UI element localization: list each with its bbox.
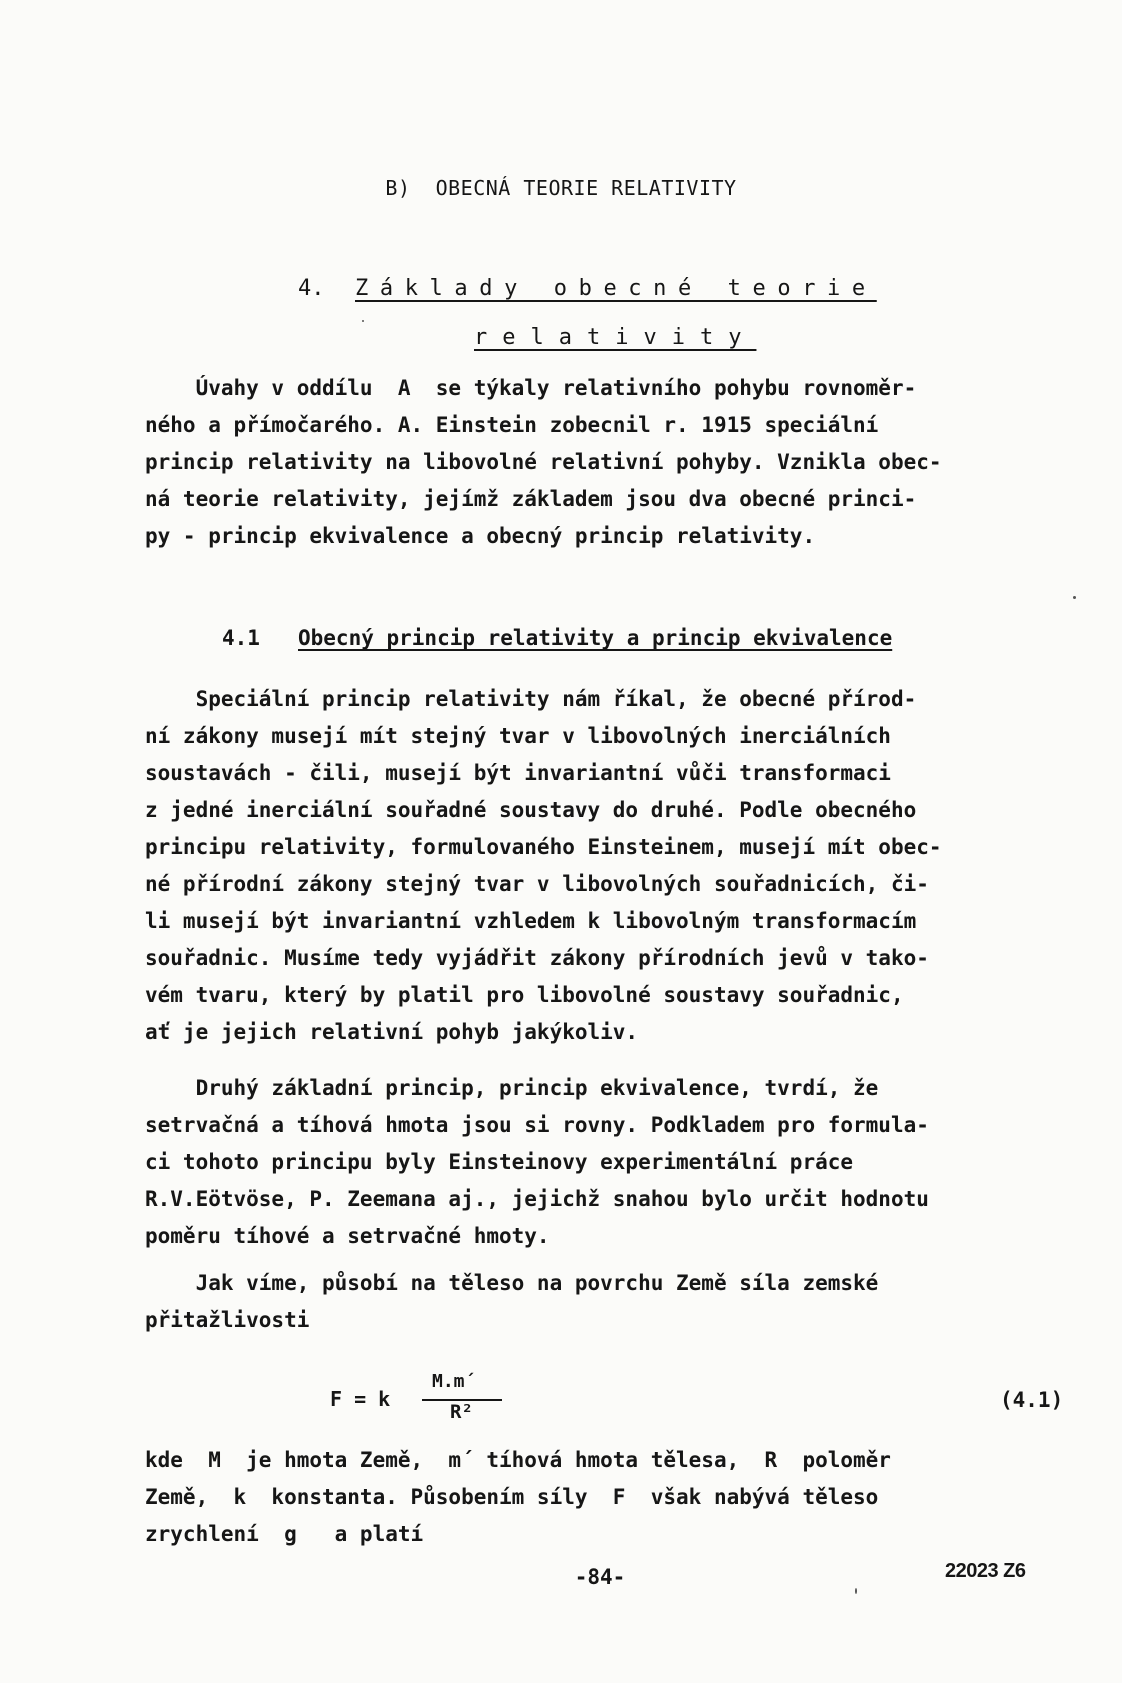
scan-speck: [855, 1588, 857, 1594]
chapter-title-line1: Základy obecné teorie: [355, 276, 877, 301]
text-line: Jak víme, působí na těleso na povrchu Země síla zemské: [145, 1271, 879, 1295]
paragraph-3: [145, 1265, 1085, 1339]
archive-stamp: 22023 Z6: [945, 1560, 1026, 1582]
formula-numerator: M.m´: [432, 1371, 476, 1392]
paragraph-4: [145, 1442, 1085, 1553]
text-line: ní zákony musejí mít stejný tvar v libovolných inerciálních: [145, 724, 891, 748]
subsection-title: Obecný princip relativity a princip ekvivalence: [298, 626, 893, 650]
text-line: ného a přímočarého. A. Einstein zobecnil r. 1915 speciální: [145, 413, 879, 437]
text-line: li musejí být invariantní vzhledem k libovolným transformacím: [145, 909, 917, 933]
text-line: principu relativity, formulovaného Einsteinem, musejí mít obec-: [145, 835, 942, 859]
subsection-number: 4.1: [222, 626, 260, 650]
text-line: Speciální princip relativity nám říkal, že obecné přírod-: [145, 687, 917, 711]
text-line: Druhý základní princip, princip ekvivalence, tvrdí, že: [145, 1076, 879, 1100]
paragraph-1: [145, 681, 1085, 1051]
text-line: ci tohoto principu byly Einsteinovy experimentální práce: [145, 1150, 854, 1174]
text-line: ná teorie relativity, jejímž základem jsou dva obecné princi-: [145, 487, 917, 511]
text-line: soustavách - čili, musejí být invariantní vůči transformaci: [145, 761, 891, 785]
text-line: Země, k konstanta. Působením síly F však nabývá těleso: [145, 1485, 879, 1509]
text-line: R.V.Eötvöse, P. Zeemana aj., jejichž snahou bylo určit hodnotu: [145, 1187, 929, 1211]
text-line: ať je jejich relativní pohyb jakýkoliv.: [145, 1020, 639, 1044]
intro-paragraph: [145, 370, 1085, 555]
formula-denominator: R²: [450, 1401, 473, 1423]
page-number: -84-: [574, 1565, 626, 1589]
text-line: zrychlení g a platí: [145, 1522, 424, 1546]
text-line: poměru tíhové a setrvačné hmoty.: [145, 1224, 550, 1248]
section-title: B) OBECNÁ TEORIE RELATIVITY: [385, 176, 737, 200]
formula-lhs: F = k: [330, 1387, 391, 1411]
equation-number: (4.1): [1000, 1388, 1064, 1412]
text-line: přitažlivosti: [145, 1308, 310, 1332]
chapter-title-line2: relativity: [474, 325, 757, 350]
text-line: z jedné inerciální souřadné soustavy do druhé. Podle obecného: [145, 798, 917, 822]
text-line: py - princip ekvivalence a obecný princip relativity.: [145, 524, 816, 548]
text-line: setrvačná a tíhová hmota jsou si rovny. Podkladem pro formula-: [145, 1113, 929, 1137]
text-line: Úvahy v oddílu A se týkaly relativního pohybu rovnoměr-: [145, 376, 917, 400]
text-line: né přírodní zákony stejný tvar v libovolných souřadnicích, či-: [145, 872, 929, 896]
chapter-number: 4.: [298, 276, 325, 301]
text-line: vém tvaru, který by platil pro libovolné soustavy souřadnic,: [145, 983, 904, 1007]
text-line: souřadnic. Musíme tedy vyjádřit zákony přírodních jevů v tako-: [145, 946, 929, 970]
text-line: kde M je hmota Země, m´ tíhová hmota tělesa, R poloměr: [145, 1448, 891, 1472]
paragraph-2: [145, 1070, 1085, 1255]
scan-speck: [1073, 596, 1076, 599]
text-line: princip relativity na libovolné relativní pohyby. Vznikla obec-: [145, 450, 942, 474]
formula-4-1: [330, 1367, 530, 1447]
scan-speck: [362, 320, 364, 322]
